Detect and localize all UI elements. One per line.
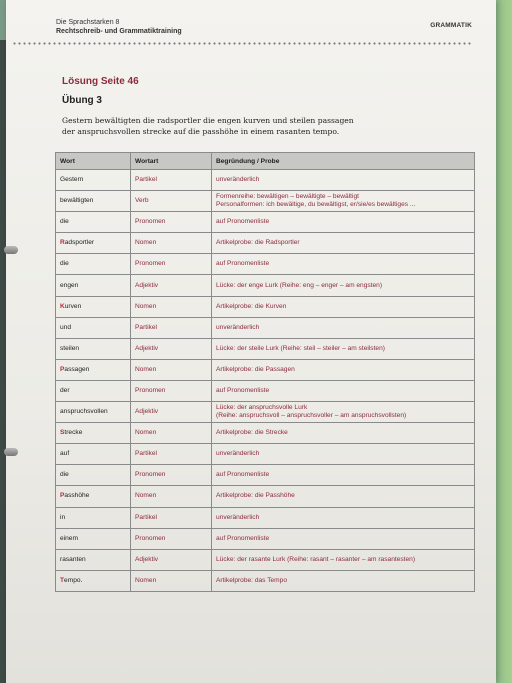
begruendung-cell: [212, 170, 475, 191]
begruendung-line: (Reihe: anspruchsvoll – anspruchsvoller – am anspruchsvollsten): [216, 412, 407, 420]
word-cell: [56, 380, 131, 401]
word-cell: [56, 486, 131, 507]
word-text: urven: [64, 302, 82, 310]
table-row: [56, 275, 475, 296]
word-cell: [56, 212, 131, 233]
wortart-cell: Pronomen: [131, 212, 212, 233]
begruendung-line: unveränderlich: [216, 513, 260, 521]
solution-table: [55, 152, 475, 592]
book-header: [56, 18, 182, 36]
wortart-cell: Nomen: [131, 423, 212, 444]
corrected-initial: P: [60, 492, 65, 500]
word-cell: [56, 296, 131, 317]
word-cell: [56, 254, 131, 275]
begruendung-line: Personalformen: ich bewältige, du bewältigst, er/sie/es bewältiges ...: [216, 201, 416, 209]
wortart-cell: Nomen: [131, 296, 212, 317]
table-row: [56, 233, 475, 254]
table-row: [56, 444, 475, 465]
word-text: engen: [60, 281, 79, 289]
word-text: die: [60, 471, 69, 479]
binder-ring: [4, 246, 18, 254]
word-cell: [56, 170, 131, 191]
begruendung-line: Artikelprobe: die Radsportler: [216, 239, 300, 247]
wortart-cell: Adjektiv: [131, 549, 212, 570]
wortart-cell: Pronomen: [131, 465, 212, 486]
word-text: auf: [60, 450, 70, 458]
word-cell: [56, 275, 131, 296]
word-text: asshöhe: [64, 492, 90, 500]
wortart-cell: Nomen: [131, 233, 212, 254]
word-cell: [56, 570, 131, 591]
exercise-title: Übung 3: [62, 95, 102, 106]
word-cell: [56, 338, 131, 359]
table-row: [56, 549, 475, 570]
begruendung-cell: [212, 486, 475, 507]
table-row: [56, 170, 475, 191]
word-text: steilen: [60, 344, 80, 352]
word-text: trecke: [64, 429, 83, 437]
word-text: bewältigten: [60, 197, 94, 205]
word-cell: [56, 528, 131, 549]
section-label: GRAMMATIK: [430, 22, 472, 29]
table-row: [56, 402, 475, 423]
word-text: adsportler: [64, 239, 95, 247]
word-text: in: [60, 513, 66, 521]
dotted-divider: [12, 42, 472, 45]
word-cell: [56, 444, 131, 465]
table-row: [56, 423, 475, 444]
word-text: und: [60, 323, 72, 331]
worksheet-page: [6, 0, 496, 683]
solution-title: Lösung Seite 46: [62, 76, 139, 87]
begruendung-line: unveränderlich: [216, 176, 260, 184]
begruendung-line: auf Pronomenliste: [216, 386, 270, 394]
begruendung-line: Artikelprobe: die Passhöhe: [216, 492, 295, 500]
book-title: Die Sprachstarken 8: [56, 19, 120, 26]
word-text: rasanten: [60, 555, 86, 563]
begruendung-cell: [212, 212, 475, 233]
corrected-initial: T: [60, 576, 65, 584]
table-row: [56, 359, 475, 380]
begruendung-cell: [212, 359, 475, 380]
corrected-initial: K: [60, 302, 65, 310]
begruendung-cell: [212, 380, 475, 401]
begruendung-line: auf Pronomenliste: [216, 534, 270, 542]
table-row: [56, 338, 475, 359]
word-text: empo.: [64, 576, 83, 584]
word-cell: [56, 423, 131, 444]
corrected-initial: P: [60, 365, 65, 373]
word-text: der: [60, 386, 70, 394]
begruendung-cell: [212, 507, 475, 528]
begruendung-line: Artikelprobe: das Tempo: [216, 576, 287, 584]
table-row: [56, 465, 475, 486]
table-row: [56, 507, 475, 528]
corrected-initial: S: [60, 429, 65, 437]
begruendung-cell: [212, 465, 475, 486]
begruendung-cell: [212, 296, 475, 317]
table-row: [56, 380, 475, 401]
header-wortart: Wortart: [131, 153, 212, 170]
begruendung-cell: [212, 528, 475, 549]
begruendung-cell: [212, 191, 475, 212]
word-cell: [56, 507, 131, 528]
begruendung-line: auf Pronomenliste: [216, 260, 270, 268]
word-text: die: [60, 260, 69, 268]
begruendung-line: auf Pronomenliste: [216, 218, 270, 226]
word-text: Gestern: [60, 176, 84, 184]
begruendung-line: Lücke: der enge Lurk (Reihe: eng – enger – am engsten): [216, 281, 383, 289]
word-cell: [56, 191, 131, 212]
word-text: anspruchsvollen: [60, 408, 108, 416]
begruendung-line: auf Pronomenliste: [216, 471, 270, 479]
begruendung-line: unveränderlich: [216, 323, 260, 331]
table-row: [56, 528, 475, 549]
begruendung-cell: [212, 402, 475, 423]
word-cell: [56, 233, 131, 254]
wortart-cell: Adjektiv: [131, 338, 212, 359]
begruendung-line: Lücke: der steile Lurk (Reihe: steil – steiler – am steilsten): [216, 344, 385, 352]
wortart-cell: Pronomen: [131, 380, 212, 401]
begruendung-line: Artikelprobe: die Strecke: [216, 429, 288, 437]
wortart-cell: Verb: [131, 191, 212, 212]
begruendung-cell: [212, 275, 475, 296]
word-text: die: [60, 218, 69, 226]
wortart-cell: Nomen: [131, 359, 212, 380]
word-cell: [56, 402, 131, 423]
begruendung-line: Artikelprobe: die Passagen: [216, 365, 295, 373]
wortart-cell: Nomen: [131, 486, 212, 507]
wortart-cell: Nomen: [131, 570, 212, 591]
table-header-row: [56, 153, 475, 170]
table-row: [56, 486, 475, 507]
word-text: einem: [60, 534, 78, 542]
wortart-cell: Partikel: [131, 507, 212, 528]
begruendung-line: unveränderlich: [216, 450, 260, 458]
word-cell: [56, 317, 131, 338]
wortart-cell: Partikel: [131, 444, 212, 465]
table-row: [56, 570, 475, 591]
begruendung-cell: [212, 549, 475, 570]
begruendung-cell: [212, 233, 475, 254]
begruendung-line: Formenreihe: bewältigen – bewältigte – bewältigt: [216, 193, 359, 201]
word-cell: [56, 549, 131, 570]
header-wort: Wort: [56, 153, 131, 170]
begruendung-cell: [212, 317, 475, 338]
table-row: [56, 191, 475, 212]
begruendung-line: Lücke: der anspruchsvolle Lurk: [216, 404, 308, 412]
wortart-cell: Partikel: [131, 170, 212, 191]
wortart-cell: Adjektiv: [131, 402, 212, 423]
table-row: [56, 317, 475, 338]
begruendung-line: Artikelprobe: die Kurven: [216, 302, 287, 310]
wortart-cell: Pronomen: [131, 528, 212, 549]
word-cell: [56, 465, 131, 486]
book-subtitle: Rechtschreib- und Grammatiktraining: [56, 28, 182, 35]
word-text: assagen: [64, 365, 90, 373]
task-text: Gestern bewältigten die radsportler die engen kurven und steilen passagen der anspruchsvollen strecke auf die passhöhe in einem rasanten tempo.: [62, 116, 354, 136]
binder-ring: [4, 448, 18, 456]
begruendung-cell: [212, 423, 475, 444]
wortart-cell: Partikel: [131, 317, 212, 338]
word-cell: [56, 359, 131, 380]
corrected-initial: R: [60, 239, 65, 247]
header-begruendung: Begründung / Probe: [212, 153, 475, 170]
begruendung-cell: [212, 338, 475, 359]
begruendung-cell: [212, 254, 475, 275]
wortart-cell: Pronomen: [131, 254, 212, 275]
table-row: [56, 254, 475, 275]
begruendung-cell: [212, 570, 475, 591]
begruendung-cell: [212, 444, 475, 465]
begruendung-line: Lücke: der rasante Lurk (Reihe: rasant – rasanter – am rasantesten): [216, 555, 416, 563]
wortart-cell: Adjektiv: [131, 275, 212, 296]
table-row: [56, 212, 475, 233]
table-row: [56, 296, 475, 317]
